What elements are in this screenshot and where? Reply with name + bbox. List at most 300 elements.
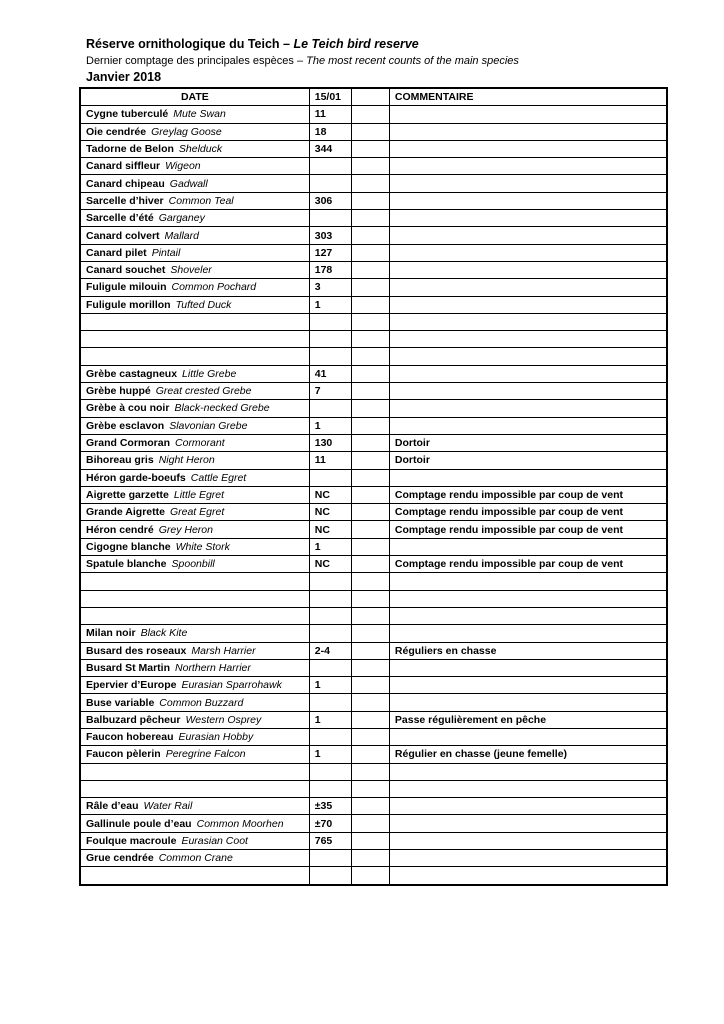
extra-cell (351, 400, 389, 417)
species-cell (80, 434, 309, 451)
species-french-name: Canard pilet (86, 246, 147, 259)
count-cell: 1 (309, 538, 351, 555)
species-english-name: Marsh Harrier (191, 644, 256, 657)
species-english-name: Mute Swan (173, 108, 226, 121)
table-row (80, 625, 667, 642)
species-cell (80, 331, 309, 348)
species-cell (80, 625, 309, 642)
species-count-table (79, 87, 668, 886)
species-french-name: Epervier d’Europe (86, 679, 177, 692)
species-cell (80, 850, 309, 867)
species-english-name: Cormorant (175, 437, 225, 450)
extra-cell (351, 210, 389, 227)
comment-cell: Comptage rendu impossible par coup de vent (389, 504, 667, 521)
comment-cell (389, 331, 667, 348)
extra-cell (351, 607, 389, 624)
count-cell (309, 348, 351, 365)
comment-cell (389, 296, 667, 313)
comment-cell (389, 400, 667, 417)
empty-tail-row (80, 867, 667, 885)
count-cell: NC (309, 504, 351, 521)
table-row (80, 642, 667, 659)
extra-cell (351, 434, 389, 451)
extra-cell (351, 417, 389, 434)
table-row (80, 504, 667, 521)
species-french-name: Foulque macroule (86, 834, 177, 847)
species-english-name: Eurasian Coot (181, 834, 248, 847)
table-row (80, 746, 667, 763)
species-french-name: Grand Cormoran (86, 437, 171, 450)
species-cell (80, 365, 309, 382)
comment-cell (389, 261, 667, 278)
document-subtitle (86, 53, 686, 69)
extra-cell (351, 331, 389, 348)
table-row (80, 469, 667, 486)
species-english-name: Water Rail (143, 800, 193, 813)
extra-cell (351, 452, 389, 469)
table-row (80, 694, 667, 711)
species-french-name: Grande Aigrette (86, 506, 165, 519)
table-row (80, 573, 667, 590)
species-french-name: Canard siffleur (86, 160, 161, 173)
table-row (80, 261, 667, 278)
species-cell (80, 538, 309, 555)
species-english-name: Western Osprey (185, 713, 262, 726)
count-cell: 1 (309, 746, 351, 763)
comment-cell: Passe régulièrement en pêche (389, 711, 667, 728)
count-cell: 18 (309, 123, 351, 140)
extra-cell (351, 158, 389, 175)
table-row (80, 348, 667, 365)
table-header-row (80, 88, 667, 106)
species-english-name: Pintail (151, 246, 181, 259)
comment-cell: Comptage rendu impossible par coup de vent (389, 486, 667, 503)
title-french: Réserve ornithologique du Teich (86, 37, 280, 51)
table-row (80, 677, 667, 694)
species-cell (80, 261, 309, 278)
species-cell (80, 452, 309, 469)
extra-cell (351, 244, 389, 261)
species-english-name: Common Crane (158, 852, 233, 865)
species-cell (80, 815, 309, 832)
extra-cell (351, 556, 389, 573)
species-cell (80, 469, 309, 486)
species-cell (80, 728, 309, 745)
count-cell (309, 331, 351, 348)
comment-cell (389, 607, 667, 624)
extra-cell (351, 348, 389, 365)
extra-cell (351, 573, 389, 590)
comment-cell (389, 677, 667, 694)
extra-cell (351, 123, 389, 140)
species-cell (80, 642, 309, 659)
count-cell: ±35 (309, 798, 351, 815)
species-cell (80, 746, 309, 763)
species-english-name: Grey Heron (158, 523, 213, 536)
comment-cell (389, 140, 667, 157)
title-english: Le Teich bird reserve (293, 37, 419, 51)
extra-cell (351, 279, 389, 296)
count-cell: 41 (309, 365, 351, 382)
species-french-name: Sarcelle d’été (86, 212, 154, 225)
extra-cell (351, 850, 389, 867)
count-cell (309, 728, 351, 745)
species-french-name: Faucon hobereau (86, 731, 174, 744)
extra-cell (351, 746, 389, 763)
species-french-name: Bihoreau gris (86, 454, 154, 467)
subtitle-separator: – (293, 55, 307, 67)
comment-cell (389, 832, 667, 849)
comment-cell (389, 538, 667, 555)
species-cell (80, 192, 309, 209)
species-english-name: Black-necked Grebe (174, 402, 270, 415)
species-french-name: Balbuzard pêcheur (86, 713, 181, 726)
table-row (80, 417, 667, 434)
species-cell (80, 832, 309, 849)
species-cell (80, 348, 309, 365)
comment-cell (389, 383, 667, 400)
species-cell (80, 556, 309, 573)
comment-cell (389, 763, 667, 780)
species-cell (80, 590, 309, 607)
extra-cell (351, 227, 389, 244)
extra-cell (351, 486, 389, 503)
extra-cell (351, 711, 389, 728)
species-cell (80, 763, 309, 780)
empty-cell (80, 867, 309, 885)
extra-cell (351, 694, 389, 711)
document-title (86, 36, 686, 53)
table-row (80, 780, 667, 797)
comment-cell (389, 210, 667, 227)
species-cell (80, 711, 309, 728)
species-cell (80, 210, 309, 227)
count-cell (309, 469, 351, 486)
header-date: DATE (80, 88, 309, 106)
comment-cell (389, 573, 667, 590)
species-english-name: Common Buzzard (159, 696, 244, 709)
extra-cell (351, 504, 389, 521)
comment-cell (389, 780, 667, 797)
count-cell: 1 (309, 711, 351, 728)
table-row (80, 210, 667, 227)
count-cell (309, 400, 351, 417)
species-english-name: Great crested Grebe (155, 385, 252, 398)
extra-cell (351, 175, 389, 192)
comment-cell (389, 625, 667, 642)
count-cell: 127 (309, 244, 351, 261)
comment-cell (389, 106, 667, 123)
table-row (80, 763, 667, 780)
table-row (80, 400, 667, 417)
species-english-name: Wigeon (165, 160, 201, 173)
species-cell (80, 659, 309, 676)
species-cell (80, 417, 309, 434)
count-cell (309, 158, 351, 175)
comment-cell (389, 313, 667, 330)
table-row (80, 815, 667, 832)
extra-cell (351, 780, 389, 797)
table-row (80, 383, 667, 400)
species-english-name: Eurasian Hobby (178, 731, 254, 744)
count-cell (309, 175, 351, 192)
empty-cell (389, 867, 667, 885)
extra-cell (351, 469, 389, 486)
count-cell (309, 590, 351, 607)
species-english-name: Peregrine Falcon (165, 748, 246, 761)
species-english-name: Black Kite (140, 627, 188, 640)
species-english-name: Common Teal (168, 194, 234, 207)
table-row (80, 711, 667, 728)
count-cell: 178 (309, 261, 351, 278)
comment-cell (389, 798, 667, 815)
species-cell (80, 140, 309, 157)
extra-cell (351, 798, 389, 815)
count-cell (309, 659, 351, 676)
species-cell (80, 244, 309, 261)
species-french-name: Tadorne de Belon (86, 143, 174, 156)
title-separator: – (279, 37, 294, 51)
species-french-name: Busard St Martin (86, 661, 171, 674)
comment-cell: Réguliers en chasse (389, 642, 667, 659)
table-row (80, 850, 667, 867)
extra-cell (351, 296, 389, 313)
species-cell (80, 227, 309, 244)
count-cell (309, 763, 351, 780)
header-comment: COMMENTAIRE (389, 88, 667, 106)
header-count-date: 15/01 (309, 88, 351, 106)
table-row (80, 607, 667, 624)
table-row (80, 556, 667, 573)
empty-cell (309, 867, 351, 885)
species-english-name: Spoonbill (171, 558, 215, 571)
extra-cell (351, 625, 389, 642)
table-row (80, 140, 667, 157)
comment-cell (389, 590, 667, 607)
table-row (80, 331, 667, 348)
table-row (80, 279, 667, 296)
count-cell (309, 780, 351, 797)
species-english-name: Eurasian Sparrohawk (181, 679, 282, 692)
species-english-name: Mallard (164, 229, 199, 242)
table-row (80, 365, 667, 382)
species-cell (80, 573, 309, 590)
species-english-name: Gadwall (169, 177, 208, 190)
extra-cell (351, 383, 389, 400)
species-french-name: Grèbe castagneux (86, 367, 178, 380)
count-cell: 130 (309, 434, 351, 451)
species-english-name: Tufted Duck (175, 298, 232, 311)
count-cell: 11 (309, 452, 351, 469)
species-french-name: Sarcelle d’hiver (86, 194, 164, 207)
species-english-name: Little Grebe (182, 367, 237, 380)
species-english-name: Little Egret (173, 488, 225, 501)
comment-cell (389, 815, 667, 832)
count-cell (309, 607, 351, 624)
species-french-name: Faucon pèlerin (86, 748, 161, 761)
extra-cell (351, 521, 389, 538)
table-row (80, 175, 667, 192)
species-french-name: Cygne tuberculé (86, 108, 169, 121)
comment-cell (389, 227, 667, 244)
species-cell (80, 400, 309, 417)
table-row (80, 521, 667, 538)
species-french-name: Spatule blanche (86, 558, 167, 571)
species-french-name: Grèbe à cou noir (86, 402, 170, 415)
species-french-name: Grèbe esclavon (86, 419, 165, 432)
count-cell: 1 (309, 417, 351, 434)
table-row (80, 192, 667, 209)
table-row (80, 434, 667, 451)
count-cell: NC (309, 521, 351, 538)
count-cell: NC (309, 556, 351, 573)
count-cell: 765 (309, 832, 351, 849)
count-cell: 303 (309, 227, 351, 244)
species-cell (80, 798, 309, 815)
table-row (80, 832, 667, 849)
species-cell (80, 279, 309, 296)
species-cell (80, 694, 309, 711)
species-english-name: Northern Harrier (175, 661, 251, 674)
comment-cell (389, 694, 667, 711)
species-cell (80, 607, 309, 624)
comment-cell (389, 850, 667, 867)
species-french-name: Aigrette garzette (86, 488, 169, 501)
comment-cell (389, 123, 667, 140)
count-cell: 2-4 (309, 642, 351, 659)
comment-cell: Comptage rendu impossible par coup de vent (389, 556, 667, 573)
table-row (80, 244, 667, 261)
species-french-name: Râle d’eau (86, 800, 139, 813)
species-english-name: Night Heron (158, 454, 215, 467)
species-cell (80, 677, 309, 694)
header-extra (351, 88, 389, 106)
species-french-name: Canard souchet (86, 264, 166, 277)
comment-cell: Régulier en chasse (jeune femelle) (389, 746, 667, 763)
species-english-name: Cattle Egret (190, 471, 247, 484)
extra-cell (351, 140, 389, 157)
empty-cell (351, 867, 389, 885)
extra-cell (351, 106, 389, 123)
document-header (86, 36, 686, 85)
species-cell (80, 383, 309, 400)
species-french-name: Grèbe huppé (86, 385, 151, 398)
table-row (80, 659, 667, 676)
table-row (80, 728, 667, 745)
table-row (80, 106, 667, 123)
subtitle-french: Dernier comptage des principales espèces (86, 55, 294, 67)
extra-cell (351, 763, 389, 780)
species-cell (80, 175, 309, 192)
comment-cell (389, 192, 667, 209)
species-cell (80, 106, 309, 123)
count-cell: 344 (309, 140, 351, 157)
species-french-name: Héron garde-boeufs (86, 471, 186, 484)
count-cell (309, 210, 351, 227)
extra-cell (351, 365, 389, 382)
comment-cell (389, 365, 667, 382)
species-french-name: Canard colvert (86, 229, 160, 242)
species-french-name: Héron cendré (86, 523, 154, 536)
count-cell (309, 850, 351, 867)
species-french-name: Busard des roseaux (86, 644, 187, 657)
count-cell: 3 (309, 279, 351, 296)
comment-cell (389, 728, 667, 745)
comment-cell (389, 659, 667, 676)
species-french-name: Gallinule poule d’eau (86, 817, 192, 830)
table-row (80, 313, 667, 330)
species-cell (80, 486, 309, 503)
species-english-name: Slavonian Grebe (169, 419, 248, 432)
table-row (80, 296, 667, 313)
extra-cell (351, 642, 389, 659)
species-french-name: Fuligule milouin (86, 281, 167, 294)
count-cell (309, 625, 351, 642)
table-row (80, 798, 667, 815)
species-cell (80, 313, 309, 330)
species-french-name: Oie cendrée (86, 125, 147, 138)
table-row (80, 538, 667, 555)
table-row (80, 123, 667, 140)
extra-cell (351, 728, 389, 745)
comment-cell (389, 175, 667, 192)
extra-cell (351, 590, 389, 607)
species-english-name: Great Egret (169, 506, 225, 519)
species-french-name: Cigogne blanche (86, 540, 171, 553)
species-english-name: Garganey (158, 212, 205, 225)
species-english-name: Shelduck (178, 143, 223, 156)
comment-cell: Dortoir (389, 434, 667, 451)
species-cell (80, 123, 309, 140)
species-english-name: Greylag Goose (151, 125, 222, 138)
subtitle-english: The most recent counts of the main species (306, 55, 519, 67)
extra-cell (351, 677, 389, 694)
comment-cell: Dortoir (389, 452, 667, 469)
table-row (80, 227, 667, 244)
comment-cell (389, 417, 667, 434)
species-english-name: Common Pochard (171, 281, 257, 294)
comment-cell: Comptage rendu impossible par coup de vent (389, 521, 667, 538)
count-cell: 306 (309, 192, 351, 209)
species-cell (80, 504, 309, 521)
species-english-name: Common Moorhen (196, 817, 284, 830)
count-cell: 11 (309, 106, 351, 123)
species-french-name: Milan noir (86, 627, 136, 640)
comment-cell (389, 279, 667, 296)
extra-cell (351, 659, 389, 676)
species-cell (80, 296, 309, 313)
species-english-name: Shoveler (170, 264, 212, 277)
count-cell (309, 313, 351, 330)
count-cell: 1 (309, 296, 351, 313)
count-cell (309, 694, 351, 711)
comment-cell (389, 244, 667, 261)
comment-cell (389, 469, 667, 486)
count-cell (309, 573, 351, 590)
table-row (80, 158, 667, 175)
species-english-name: White Stork (175, 540, 230, 553)
extra-cell (351, 192, 389, 209)
extra-cell (351, 261, 389, 278)
species-french-name: Canard chipeau (86, 177, 165, 190)
count-cell: ±70 (309, 815, 351, 832)
extra-cell (351, 313, 389, 330)
table-row (80, 452, 667, 469)
count-cell: 1 (309, 677, 351, 694)
extra-cell (351, 538, 389, 555)
species-french-name: Buse variable (86, 696, 155, 709)
count-cell: NC (309, 486, 351, 503)
